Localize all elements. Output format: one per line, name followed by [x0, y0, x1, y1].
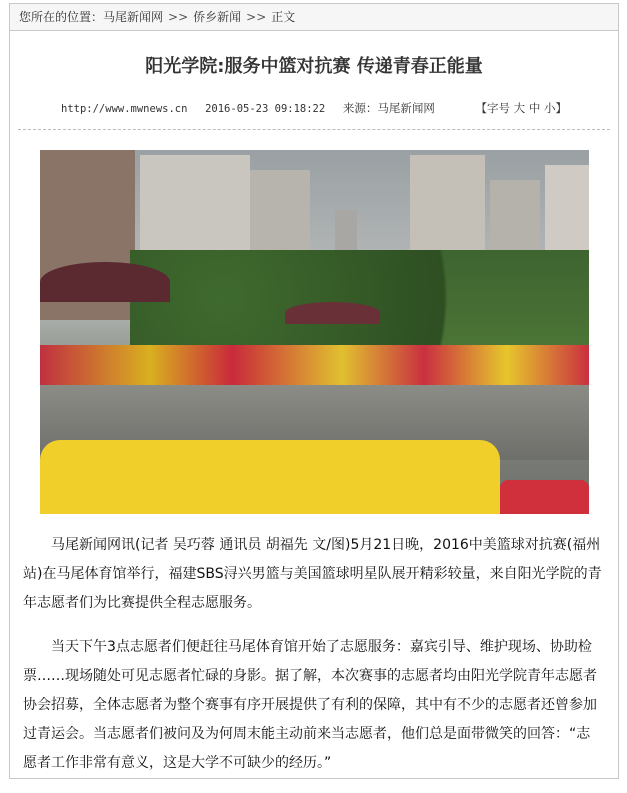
font-size-label: 【字号 — [475, 101, 511, 115]
article-body — [23, 531, 603, 793]
breadcrumb-label: 您所在的位置： — [19, 10, 104, 24]
font-size-controls — [476, 101, 567, 115]
article-frame — [9, 3, 619, 779]
breadcrumb-separator: >> — [246, 10, 267, 24]
font-size-small[interactable]: 小 — [543, 101, 556, 115]
breadcrumb-current: 正文 — [271, 10, 296, 24]
font-size-large[interactable]: 大 — [513, 101, 526, 115]
article-meta — [10, 100, 618, 116]
publish-datetime: 2016-05-23 09:18:22 — [205, 103, 326, 115]
article-source: 来源：马尾新闻网 — [342, 101, 435, 115]
divider — [18, 129, 610, 130]
breadcrumb-separator: >> — [168, 10, 189, 24]
article-paragraph: 当天下午3点志愿者们便赶往马尾体育馆开始了志愿服务：嘉宾引导、维护现场、协助检票……现场随处可见志愿者忙碌的身影。据了解，本次赛事的志愿者均由阳光学院青年志愿者协会招募，全体志愿者为整个赛事有序开展提供了有利的保障，其中有不少的志愿者还曾参加过青运会。当志愿者们被问及为何周末能主动前来当志愿者，他们总是面带微笑的回答：“志愿者工作非常有意义，这是大学不可缺少的经历。” — [23, 639, 597, 771]
breadcrumb — [10, 4, 618, 31]
font-size-medium[interactable]: 中 — [528, 101, 541, 115]
article-title: 阳光学院:服务中篮对抗赛 传递青春正能量 — [145, 56, 483, 77]
site-url[interactable]: http://www.mwnews.cn — [61, 103, 188, 115]
article-photo — [40, 150, 589, 514]
breadcrumb-home[interactable]: 马尾新闻网 — [103, 10, 164, 24]
font-size-end: 】 — [555, 101, 567, 115]
article-paragraph: 马尾新闻网讯(记者 吴巧蓉 通讯员 胡福先 文/图)5月21日晚，2016中美篮球对抗赛(福州站)在马尾体育馆举行，福建SBS浔兴男篮与美国篮球明星队展开精彩较量，来自阳光学院的青年志愿者们为比赛提供全程志愿服务。 — [23, 537, 602, 611]
breadcrumb-category[interactable]: 侨乡新闻 — [193, 10, 242, 24]
